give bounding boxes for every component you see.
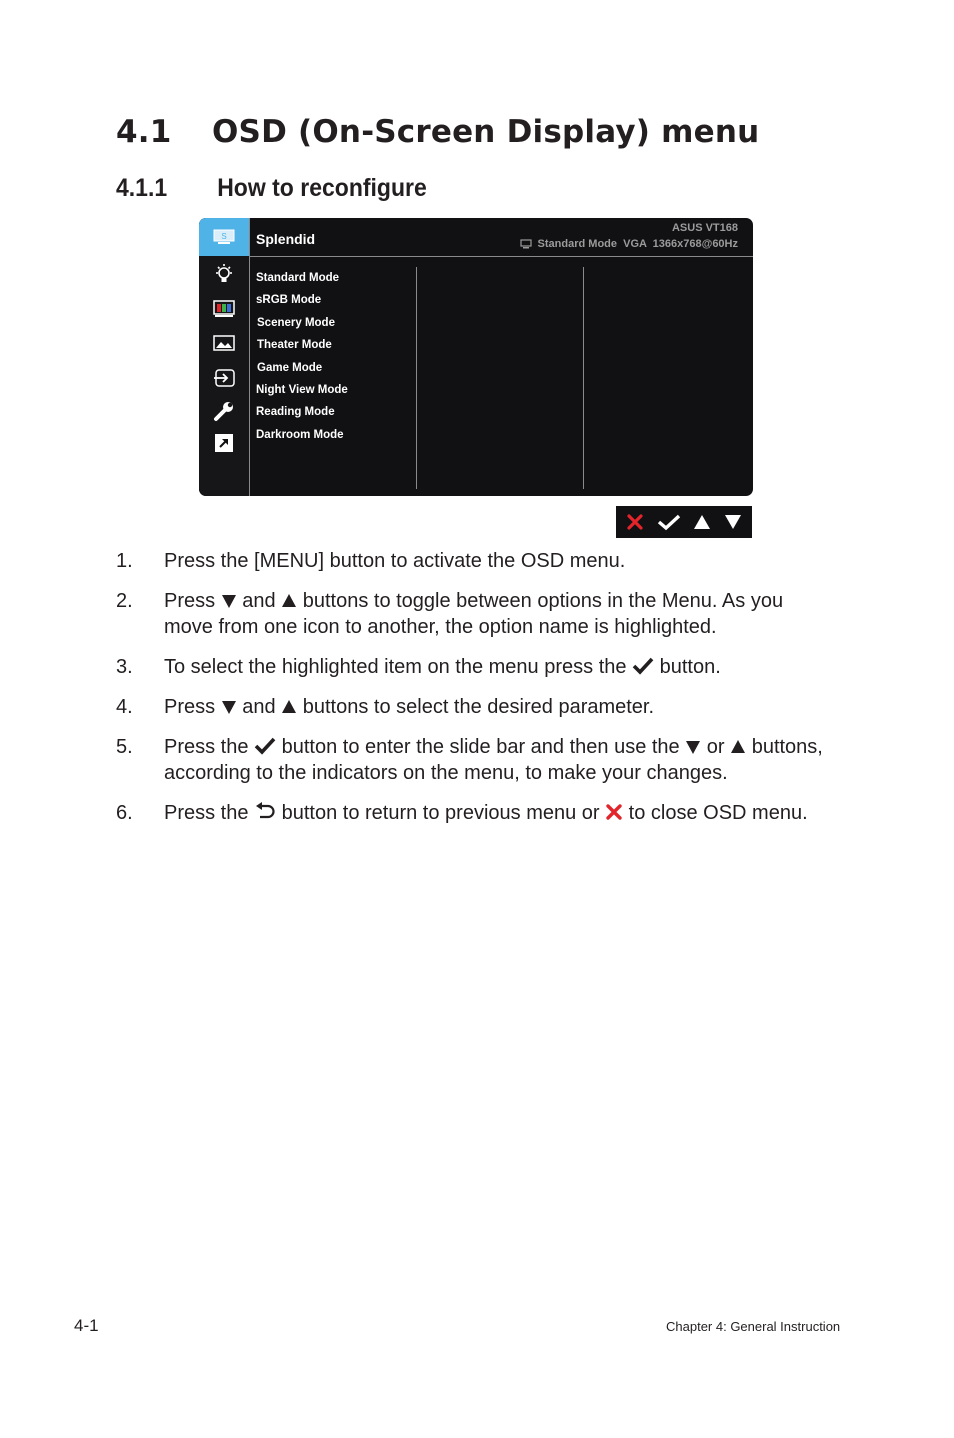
return-icon	[254, 801, 276, 821]
step-text: or	[701, 736, 731, 758]
down-arrow-icon	[221, 593, 237, 609]
osd-header	[250, 218, 753, 257]
chapter-label: Chapter 4: General Instruction	[666, 1319, 841, 1334]
check-icon	[254, 737, 276, 755]
step-text: buttons to select the desired parameter.	[297, 696, 655, 718]
step-4	[116, 694, 836, 720]
step-text: button.	[654, 656, 721, 678]
shortcut-icon[interactable]	[212, 432, 236, 454]
instruction-steps	[116, 548, 836, 840]
column-divider	[416, 267, 417, 489]
osd-mode-list	[256, 267, 348, 446]
step-number: 1.	[116, 550, 133, 572]
up-arrow-icon	[281, 699, 297, 715]
heading-number: 4.1	[116, 114, 172, 150]
step-text: button to return to previous menu or	[276, 802, 606, 824]
step-1	[116, 548, 836, 574]
step-number: 4.	[116, 696, 133, 718]
close-icon[interactable]	[626, 513, 644, 531]
step-5	[116, 734, 836, 786]
step-number: 3.	[116, 656, 133, 678]
osd-sidebar	[199, 218, 250, 496]
step-text: and	[236, 696, 282, 718]
list-item[interactable]: sRGB Mode	[256, 294, 322, 307]
list-item[interactable]: Night View Mode	[256, 383, 348, 396]
step-number: 2.	[116, 590, 133, 612]
splendid-monitor-glyph	[213, 229, 235, 245]
step-6	[116, 800, 836, 826]
list-item[interactable]: Game Mode	[257, 361, 323, 374]
image-icon[interactable]	[212, 332, 236, 354]
step-text: Press the	[164, 802, 255, 824]
check-icon[interactable]	[657, 513, 681, 531]
system-setup-icon[interactable]	[212, 400, 236, 422]
step-text: to close OSD menu.	[623, 802, 808, 824]
list-item[interactable]: Standard Mode	[256, 272, 340, 284]
color-icon[interactable]	[212, 298, 236, 320]
osd-status-text: Standard Mode VGA 1366x768@60Hz	[537, 238, 738, 250]
osd-model-name: ASUS VT168	[671, 222, 738, 234]
step-text: and	[236, 590, 282, 612]
column-divider	[583, 267, 584, 489]
list-item[interactable]: Theater Mode	[257, 339, 332, 352]
subheading-number: 4.1.1	[116, 174, 168, 202]
osd-menu	[199, 218, 753, 496]
splendid-letter: S	[221, 232, 227, 241]
step-3	[116, 654, 836, 680]
splendid-icon[interactable]	[199, 218, 249, 256]
list-item[interactable]: Scenery Mode	[257, 316, 335, 329]
osd-status-line	[520, 238, 738, 250]
step-text: To select the highlighted item on the menu press the	[164, 656, 633, 678]
page-heading	[116, 114, 759, 150]
blue-light-icon[interactable]	[212, 263, 236, 285]
close-icon	[605, 803, 623, 821]
up-arrow-icon	[730, 739, 746, 755]
monitor-status-icon	[520, 239, 532, 249]
step-number: 5.	[116, 736, 133, 758]
step-text: button to enter the slide bar and then use the	[276, 736, 686, 758]
step-text: Press	[164, 696, 221, 718]
list-item[interactable]: Darkroom Mode	[256, 428, 344, 441]
step-text: buttons to toggle between options in the Menu. As you move from one icon to another, the option name is highlighted.	[164, 590, 784, 638]
step-text: Press the	[164, 736, 255, 758]
down-arrow-icon	[685, 739, 701, 755]
osd-title: Splendid	[256, 231, 316, 247]
osd-key-bar	[616, 506, 752, 538]
section-subheading	[116, 174, 427, 203]
step-text: buttons, according to the indicators on the menu, to make your changes.	[164, 736, 823, 784]
subheading-title: How to reconfigure	[217, 174, 427, 202]
step-text: Press	[164, 590, 221, 612]
page-number: 4-1	[74, 1316, 99, 1335]
check-icon	[632, 657, 654, 675]
step-number: 6.	[116, 802, 133, 824]
list-item[interactable]: Reading Mode	[256, 406, 335, 419]
heading-title: OSD (On-Screen Display) menu	[212, 114, 760, 150]
step-2	[116, 588, 836, 640]
input-select-icon[interactable]	[212, 367, 236, 389]
up-arrow-icon	[281, 593, 297, 609]
down-arrow-icon[interactable]	[724, 514, 742, 530]
step-text: Press the [MENU] button to activate the OSD menu.	[164, 550, 626, 572]
down-arrow-icon	[221, 699, 237, 715]
up-arrow-icon[interactable]	[693, 514, 711, 530]
